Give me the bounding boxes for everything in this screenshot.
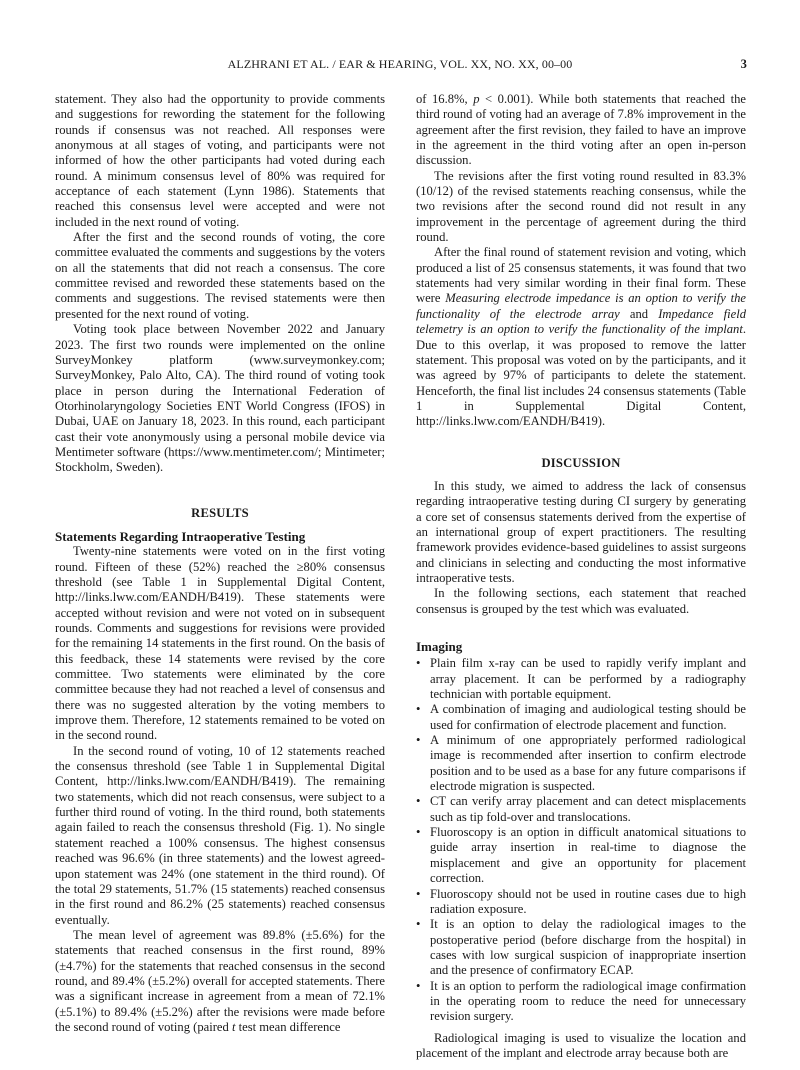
list-item: • It is an option to perform the radiological image confirmation in the operating room to reduce the need for unnecessary revision surgery. bbox=[416, 979, 746, 1025]
imaging-paragraph: Radiological imaging is used to visualize the location and placement of the implant and electrode array because both are bbox=[416, 1030, 746, 1060]
right-column bbox=[416, 92, 746, 1061]
imaging-statement-list bbox=[416, 656, 746, 1024]
results-heading: RESULTS bbox=[191, 505, 249, 520]
results-paragraph-final-list: After the final round of statement revision and voting, which produced a list of 25 consensus statements, it was found that two statements had very similar wording in their final form. These were Measuring electrode impedance is an option to verify the functionality of the electrode array and Impedance field telemetry is an option to verify the functionality of the implant. Due to this overlap, it was proposed to remove the latter statement. This proposal was voted on by the participants, and it was agreed by 97% of participants to delete the statement. Henceforth, the final list includes 24 consensus statements (Table 1 in Supplemental Digital Content, http://links.lww.com/EANDH/B419). bbox=[416, 245, 747, 429]
discussion-heading: DISCUSSION bbox=[541, 455, 621, 470]
list-item: • Plain film x-ray can be used to rapidly verify implant and array placement. It can be performed by a radiography technician with portable equipment. bbox=[416, 656, 746, 702]
discussion-paragraph-sections: In the following sections, each statement that reached consensus is grouped by the test which was evaluated. bbox=[416, 586, 746, 616]
method-paragraph-voting: Voting took place between November 2022 and January 2023. The first two rounds were implemented on the online SurveyMonkey platform (www.surveymonkey.com; SurveyMonkey, Palo Alto, CA). The third round of voting took place in person during the International Federation of Otorhinolaryngology Societies ENT World Congress (IFOS) in Dubai, UAE on January 18, 2023. In this round, each participant cast their vote anonymously using a personal mobile device via Mentimeter software (https://www.mentimeter.com/; Mintimeter; Stockholm, Sweden). bbox=[55, 322, 385, 475]
method-paragraph-revision: After the first and the second rounds of voting, the core committee evaluated the comments and suggestions by the voters on all the statements that did not reach a consensus. The core committee revised and reworded these statements based on the comments and suggestions. The revised statements were then presented for the next round of voting. bbox=[55, 230, 385, 321]
list-item: • A minimum of one appropriately performed radiological image is recommended after insertion to confirm electrode position and to be used as a base for any future comparisons if electrode migration is suspected. bbox=[416, 733, 746, 794]
subheading-imaging: Imaging bbox=[416, 639, 463, 654]
discussion-paragraph-aim: In this study, we aimed to address the lack of consensus regarding intraoperative testing during CI surgery by generating a core set of consensus statements derived from the expertise of an international group of expert practitioners. The resulting framework provides evidence-based guidelines to assist surgeons and clinicians in selecting and conducting the most informative intraoperative tests. bbox=[416, 478, 746, 585]
page-number: 3 bbox=[740, 57, 747, 71]
left-column bbox=[55, 92, 385, 1035]
method-paragraph-continued: statement. They also had the opportunity to provide comments and suggestions for rewording the statement for the following rounds if consensus was not reached. All responses were anonymous at all stages of voting, and participants were not informed of how the other participants had voted during each round. A minimum consensus level of 80% was required for acceptance of each statement (Lynn 1986). Statements that reached this consensus level were accepted and were not included in the next round of voting. bbox=[55, 92, 385, 229]
list-item: • Fluoroscopy is an option in difficult anatomical situations to guide array insertion in real-time to diagnose the misplacement and give an opportunity for placement correction. bbox=[416, 825, 746, 886]
list-item: • CT can verify array placement and can detect misplacements such as tip fold-over and translocations. bbox=[416, 794, 746, 825]
subheading-intraoperative-testing: Statements Regarding Intraoperative Testing bbox=[55, 528, 306, 544]
results-paragraph-revisions: The revisions after the first voting round resulted in 83.3% (10/12) of the revised statements reaching consensus, while the two revisions after the second round did not result in any improvement in the percentage of agreement during the third round. bbox=[416, 168, 746, 245]
list-item: • A combination of imaging and audiological testing should be used for confirmation of electrode placement and function. bbox=[416, 702, 746, 733]
results-paragraph-agreement: The mean level of agreement was 89.8% (±5.6%) for the statements that reached consensus in the first round, 89% (±4.7%) for the statements that reached consensus in the second round, and 89.4% (±5.2%) overall for accepted statements. There was a significant increase in agreement from a mean of 72.1% (±5.1%) to 89.4% (±5.2%) after the revisions were made before the second round of voting (paired t test mean difference bbox=[55, 927, 385, 1034]
running-header bbox=[0, 57, 800, 75]
running-title: ALZHRANI ET AL. / EAR & HEARING, VOL. XX, NO. XX, 00–00 bbox=[227, 57, 573, 71]
results-paragraph-first-round: Twenty-nine statements were voted on in the first voting round. Fifteen of these (52%) reached the ≥80% consensus threshold (see Table 1 in Supplemental Digital Content, http://links.lww.com/EANDH/B419). These statements were accepted without revision and were not voted on in subsequent rounds. Comments and suggestions for revisions were provided for the remaining 14 statements in the first round. On the basis of this feedback, these 14 statements were revised by the core committee. Two statements were eliminated by the core committee because they had not reached a level of consensus and there was no suggested alteration by the voting members to improve them. Therefore, 12 statements remained to be voted on in the second round. bbox=[55, 544, 385, 743]
list-item: • Fluoroscopy should not be used in routine cases due to high radiation exposure. bbox=[416, 887, 746, 918]
results-paragraph-pvalue: of 16.8%, p < 0.001). While both statements that reached the third round of voting had an average of 7.8% improvement in the agreement after the first revision, they failed to have an improve in the agreement in the third voting after an open in-person discussion. bbox=[416, 92, 746, 168]
results-paragraph-second-round: In the second round of voting, 10 of 12 statements reached the consensus threshold (see Table 1 in Supplemental Digital Content, http://links.lww.com/EANDH/B419). The remaining two statements, which did not reach consensus, were subject to a further third round of voting. In the third round, both statements again failed to reach the consensus threshold (Fig. 1). No single statement reached a 100% consensus. The highest consensus reached was 96.6% (in three statements) and the lowest agreed-upon statement was 24% (one statement in the third round). Of the total 29 statements, 51.7% (15 statements) reached consensus in the first round and 86.2% (25 statements) reached consensus eventually. bbox=[55, 743, 385, 927]
list-item: • It is an option to delay the radiological images to the postoperative period (before discharge from the hospital) in cases with low surgical suspicion of inappropriate insertion and the presence of confirmatory ECAP. bbox=[416, 917, 746, 978]
